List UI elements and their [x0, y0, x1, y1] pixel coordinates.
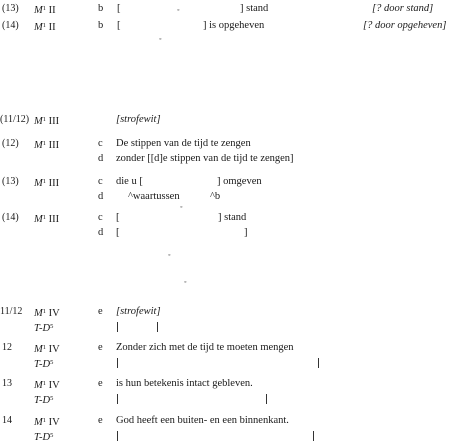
variant-text: God heeft een buiten- en een binnenkant. [116, 415, 289, 426]
collation-bar [117, 394, 118, 404]
phase-letter: c [98, 212, 103, 223]
phase-letter: e [98, 306, 103, 317]
line-number: (12) [2, 138, 19, 149]
collation-bar [313, 431, 314, 441]
manuscript-label: $M^1$ II [34, 5, 56, 16]
phase-letter: e [98, 378, 103, 389]
manuscript-label: $M^1$ IV [34, 417, 60, 428]
line-number: (13) [2, 3, 19, 14]
variant-text: ] stand [240, 3, 269, 14]
manuscript-label: $M^1$ III [34, 178, 60, 189]
bracket-open: [ [116, 212, 120, 223]
manuscript-label: $M^1$ IV [34, 308, 60, 319]
variant-text: De stippen van de tijd te zengen [116, 138, 251, 149]
phase-letter: d [98, 191, 104, 202]
variant-text: ] omgeven [217, 176, 262, 187]
typescript-label: $T-D^5$ [34, 359, 54, 370]
circle-mark: ◦ [168, 251, 171, 259]
collation-bar [117, 322, 118, 332]
bracket-open: [ [117, 3, 121, 14]
manuscript-label: $M^1$ III [34, 116, 60, 127]
insertion-text: ^waartussen [128, 191, 180, 202]
phase-letter: b [98, 3, 104, 14]
line-number: 13 [2, 378, 12, 389]
variant-text: Zonder zich met de tijd te moeten mengen [116, 342, 294, 353]
typescript-label: $T-D^5$ [34, 395, 54, 406]
bracket-close: ] [244, 227, 248, 238]
insertion-mark: ^b [210, 191, 221, 202]
variant-text: [strofewit] [116, 114, 161, 125]
phase-letter: c [98, 138, 103, 149]
phase-letter: e [98, 342, 103, 353]
bracket-open: [ [116, 227, 120, 238]
manuscript-label: $M^1$ III [34, 214, 60, 225]
phase-letter: d [98, 153, 104, 164]
collation-bar [318, 358, 319, 368]
phase-letter: c [98, 176, 103, 187]
variant-text: die u [ [116, 176, 143, 187]
phase-letter: b [98, 20, 104, 31]
phase-letter: e [98, 415, 103, 426]
alternative-text: [? door stand] [372, 3, 434, 14]
circle-mark: ◦ [184, 278, 187, 286]
manuscript-label: $M^1$ IV [34, 344, 60, 355]
circle-mark: ◦ [180, 203, 183, 211]
manuscript-label: $M^1$ IV [34, 380, 60, 391]
line-number: (14) [2, 212, 19, 223]
variant-text: is hun betekenis intact gebleven. [116, 378, 253, 389]
collation-bar [117, 358, 118, 368]
phase-letter: d [98, 227, 104, 238]
bracket-open: [ [117, 20, 121, 31]
line-number: 11/12 [0, 306, 23, 317]
manuscript-label: $M^1$ III [34, 140, 60, 151]
line-number: 14 [2, 415, 12, 426]
collation-bar [157, 322, 158, 332]
typescript-label: $T-D^5$ [34, 432, 54, 443]
manuscript-label: $M^1$ II [34, 22, 56, 33]
variant-text: ] stand [218, 212, 247, 223]
line-number: (11/12) [0, 114, 30, 125]
collation-bar [117, 431, 118, 441]
alternative-text: [? door opgeheven] [363, 20, 447, 31]
variant-text: zonder [[d]e stippen van de tijd te zengen] [116, 153, 294, 164]
line-number: (13) [2, 176, 19, 187]
line-number: 12 [2, 342, 12, 353]
typescript-label: $T-D^5$ [34, 323, 54, 334]
circle-mark: ◦ [159, 35, 162, 43]
circle-mark: ◦ [177, 6, 180, 14]
collation-bar [266, 394, 267, 404]
variant-text: [strofewit] [116, 306, 161, 317]
variant-text: ] is opgeheven [203, 20, 265, 31]
line-number: (14) [2, 20, 19, 31]
